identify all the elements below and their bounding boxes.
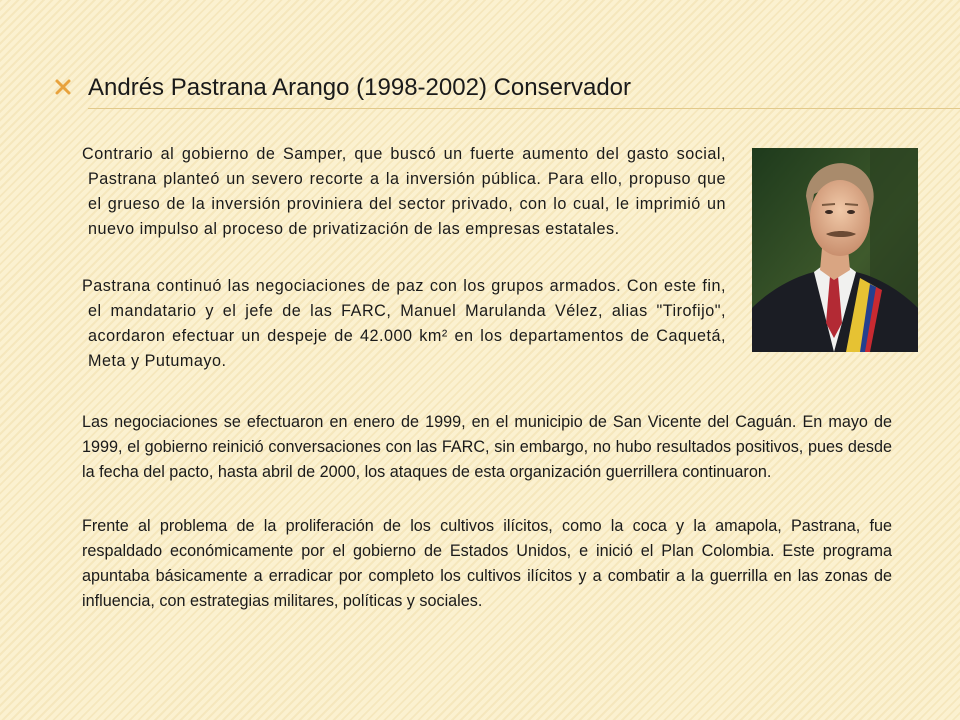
- title-divider: [88, 108, 960, 109]
- paragraph-plan-colombia: Frente al problema de la proliferación de los cultivos ilícitos, como la coca y la amapola, Pastrana, fue respaldado económicamente por el gobierno de Estados Unidos, e inició el Plan Colombia. Este programa apuntaba básicamente a erradicar por completo los cultivos ilícitos y a combatir a la guerrilla en las zonas de influencia, con estrategias militares, políticas y sociales.: [82, 517, 892, 610]
- x-bullet-icon: [52, 76, 74, 98]
- president-portrait: [752, 148, 918, 352]
- portrait-image: [752, 148, 918, 352]
- slide-title-row: [52, 72, 960, 110]
- slide-title: Andrés Pastrana Arango (1998-2002) Conservador: [88, 74, 631, 101]
- paragraph-peace-talks: Pastrana continuó las negociaciones de paz con los grupos armados. Con este fin, el mandatario y el jefe de las FARC, Manuel Marulanda Vélez, alias "Tirofijo", acordaron efectuar un despeje de 42.000 km² en los departamentos de Caquetá, Meta y Putumayo.: [82, 277, 726, 370]
- paragraph-negotiations: Las negociaciones se efectuaron en enero de 1999, en el municipio de San Vicente del Caguán. En mayo de 1999, el gobierno reinició conversaciones con las FARC, sin embargo, no hubo resultados positivos, pues desde la fecha del pacto, hasta abril de 2000, los ataques de esta organización guerrillera continuaron.: [82, 413, 892, 481]
- paragraph-fiscal-policy: Contrario al gobierno de Samper, que buscó un fuerte aumento del gasto social, Pastrana planteó un severo recorte a la inversión pública. Para ello, propuso que el grueso de la inversión proviniera del sector privado, con lo cual, le imprimió un nuevo impulso al proceso de privatización de las empresas estatales.: [82, 145, 726, 238]
